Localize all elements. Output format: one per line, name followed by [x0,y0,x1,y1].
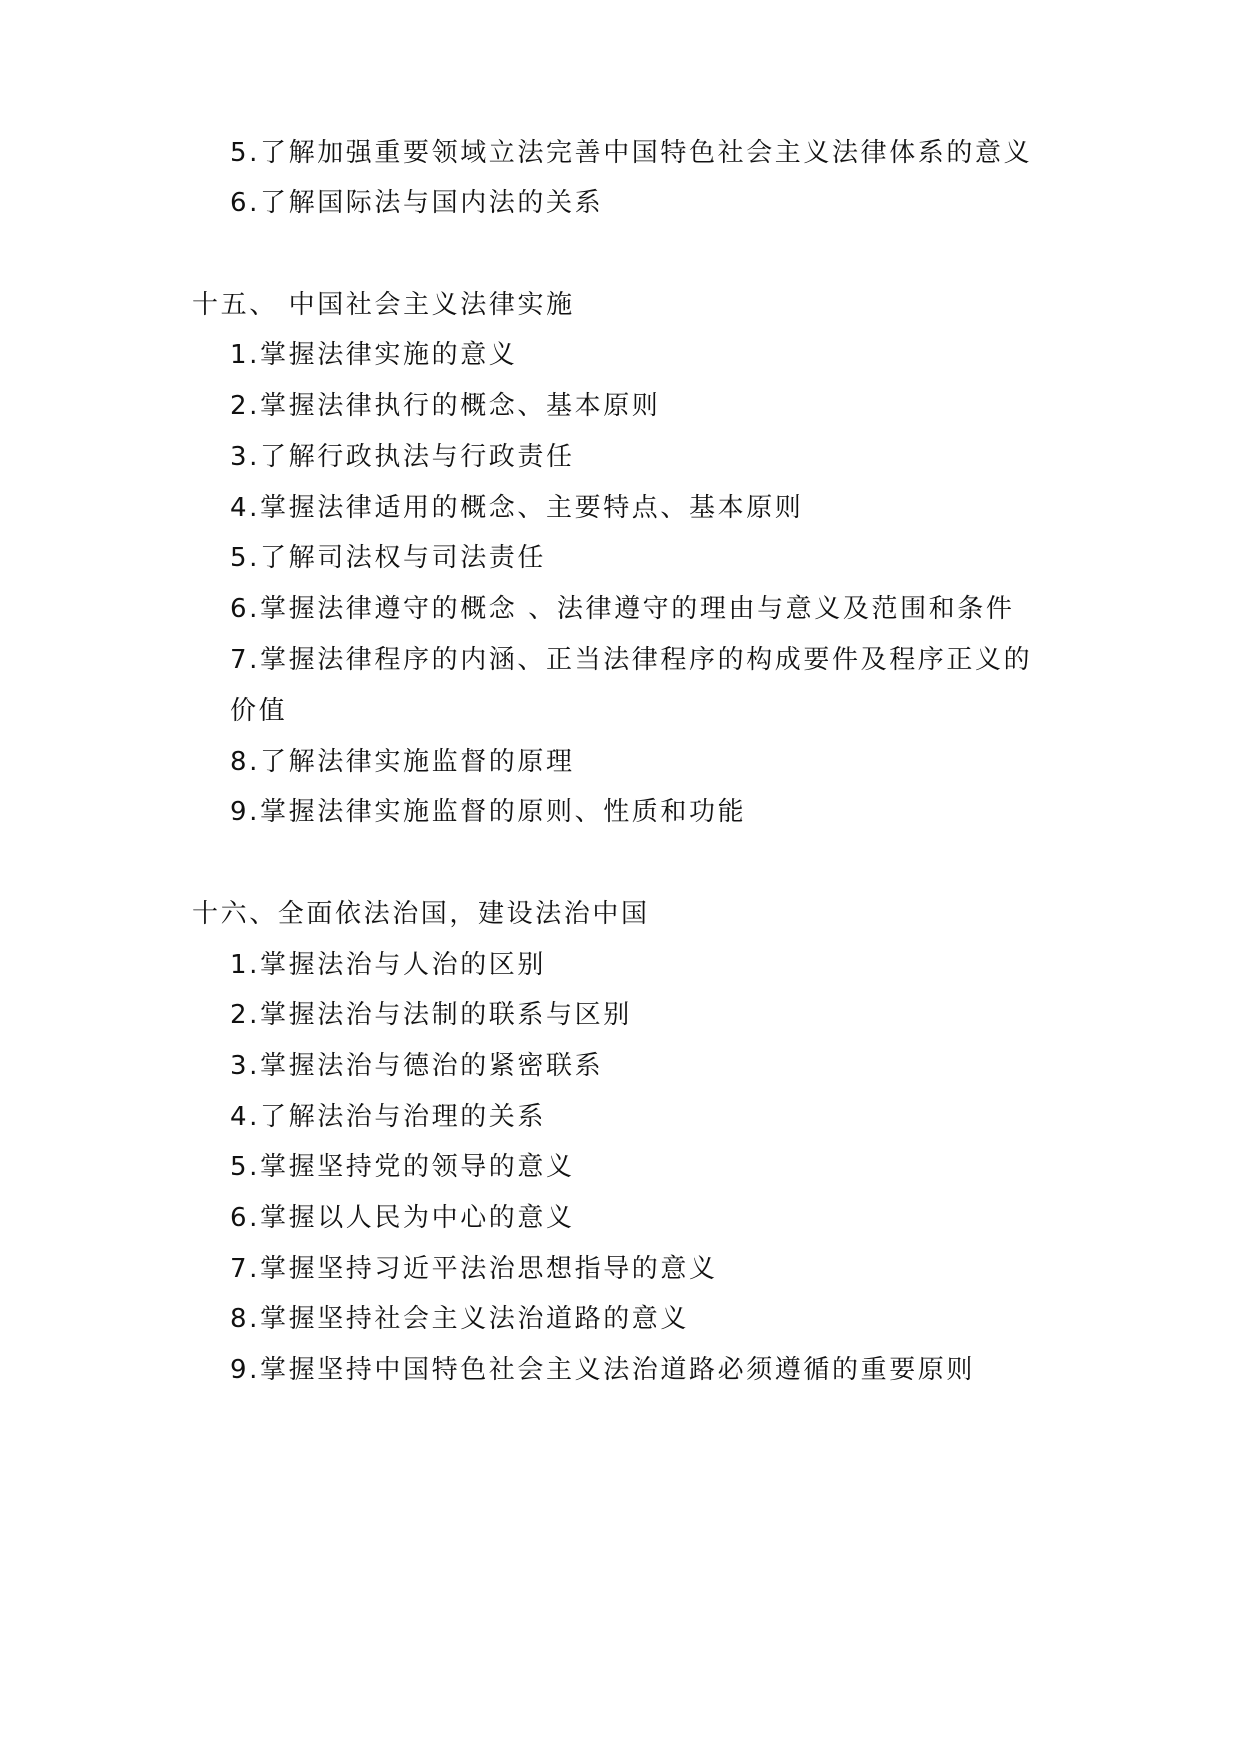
list-item: 7.掌握坚持习近平法治思想指导的意义 [230,1254,718,1284]
list-item: 5.掌握坚持党的领导的意义 [230,1152,575,1182]
list-item: 7.掌握法律程序的内涵、正当法律程序的构成要件及程序正义的 [230,645,1033,675]
list-item: 5.了解加强重要领域立法完善中国特色社会主义法律体系的意义 [230,138,1033,168]
list-item-continuation: 价值 [230,696,288,726]
list-item: 6.掌握以人民为中心的意义 [230,1203,575,1233]
list-item: 2.掌握法治与法制的联系与区别 [230,1000,632,1030]
list-item: 8.了解法律实施监督的原理 [230,747,575,777]
list-item: 5.了解司法权与司法责任 [230,543,547,573]
list-item: 6.了解国际法与国内法的关系 [230,188,604,218]
list-item: 1.掌握法律实施的意义 [230,340,518,370]
list-item: 1.掌握法治与人治的区别 [230,950,547,980]
list-item: 9.掌握法律实施监督的原则、性质和功能 [230,797,747,827]
section-heading: 十五、 中国社会主义法律实施 [192,290,575,320]
list-item: 8.掌握坚持社会主义法治道路的意义 [230,1304,690,1334]
list-item: 4.掌握法律适用的概念、主要特点、基本原则 [230,493,804,523]
list-item: 3.掌握法治与德治的紧密联系 [230,1051,604,1081]
list-item: 2.掌握法律执行的概念、基本原则 [230,391,661,421]
list-item: 9.掌握坚持中国特色社会主义法治道路必须遵循的重要原则 [230,1355,976,1385]
section-heading: 十六、全面依法治国，建设法治中国 [192,899,650,929]
list-item: 6.掌握法律遵守的概念 、法律遵守的理由与意义及范围和条件 [230,594,1015,624]
list-item: 4.了解法治与治理的关系 [230,1102,547,1132]
list-item: 3.了解行政执法与行政责任 [230,442,575,472]
